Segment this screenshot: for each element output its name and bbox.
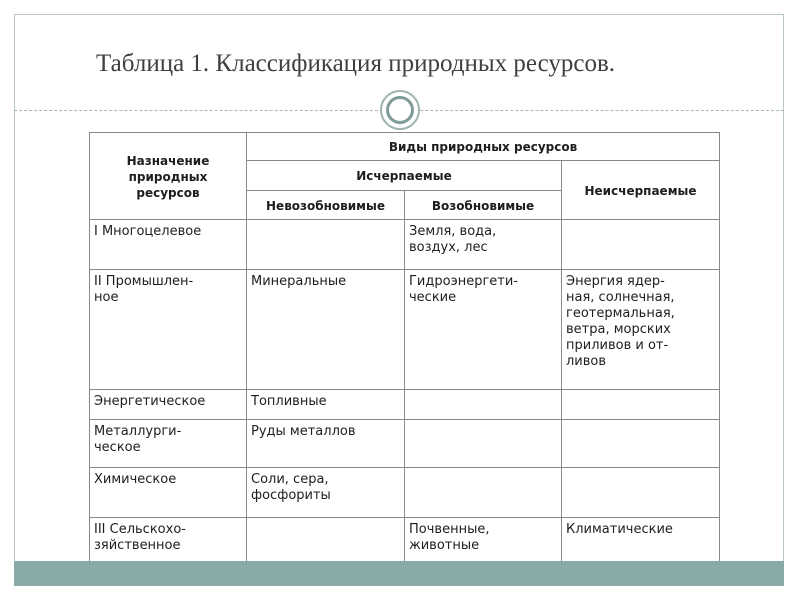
header-resource-types: Виды природных ресурсов bbox=[247, 133, 720, 161]
cell-purpose: II Промышлен- ное bbox=[90, 270, 247, 390]
cell-purpose: Химическое bbox=[90, 468, 247, 518]
table-row bbox=[90, 468, 720, 518]
cell-renewable bbox=[405, 468, 562, 518]
cell-non-renewable bbox=[247, 518, 405, 565]
cell-purpose: I Многоцелевое bbox=[90, 220, 247, 270]
cell-purpose: III Сельскохо- зяйственное bbox=[90, 518, 247, 565]
table-row bbox=[90, 220, 720, 270]
resources-table-container bbox=[89, 132, 719, 565]
cell-renewable bbox=[405, 390, 562, 420]
resources-classification-table bbox=[89, 132, 720, 565]
table-row bbox=[90, 270, 720, 390]
header-renewable: Возобновимые bbox=[405, 191, 562, 220]
cell-non-renewable: Соли, сера, фосфориты bbox=[247, 468, 405, 518]
cell-renewable: Земля, вода, воздух, лес bbox=[405, 220, 562, 270]
cell-renewable: Гидроэнергети- ческие bbox=[405, 270, 562, 390]
header-inexhaustible: Неисчерпаемые bbox=[562, 161, 720, 220]
table-row bbox=[90, 390, 720, 420]
table-row bbox=[90, 420, 720, 468]
cell-inexhaustible bbox=[562, 220, 720, 270]
cell-purpose: Энергетическое bbox=[90, 390, 247, 420]
circle-ornament-icon bbox=[380, 90, 420, 130]
cell-renewable: Почвенные, животные bbox=[405, 518, 562, 565]
cell-inexhaustible bbox=[562, 420, 720, 468]
header-purpose: Назначение природных ресурсов bbox=[90, 133, 247, 220]
cell-non-renewable: Топливные bbox=[247, 390, 405, 420]
cell-inexhaustible bbox=[562, 390, 720, 420]
slide-title: Таблица 1. Классификация природных ресурсов. bbox=[96, 50, 616, 77]
cell-inexhaustible: Энергия ядер- ная, солнечная, геотермальная, ветра, морских приливов и от- ливов bbox=[562, 270, 720, 390]
cell-purpose: Металлурги- ческое bbox=[90, 420, 247, 468]
cell-inexhaustible: Климатические bbox=[562, 518, 720, 565]
cell-inexhaustible bbox=[562, 468, 720, 518]
cell-non-renewable: Минеральные bbox=[247, 270, 405, 390]
footer-bar bbox=[14, 561, 784, 586]
header-non-renewable: Невозобновимые bbox=[247, 191, 405, 220]
header-exhaustible: Исчерпаемые bbox=[247, 161, 562, 191]
cell-non-renewable: Руды металлов bbox=[247, 420, 405, 468]
table-row bbox=[90, 518, 720, 565]
cell-non-renewable bbox=[247, 220, 405, 270]
cell-renewable bbox=[405, 420, 562, 468]
